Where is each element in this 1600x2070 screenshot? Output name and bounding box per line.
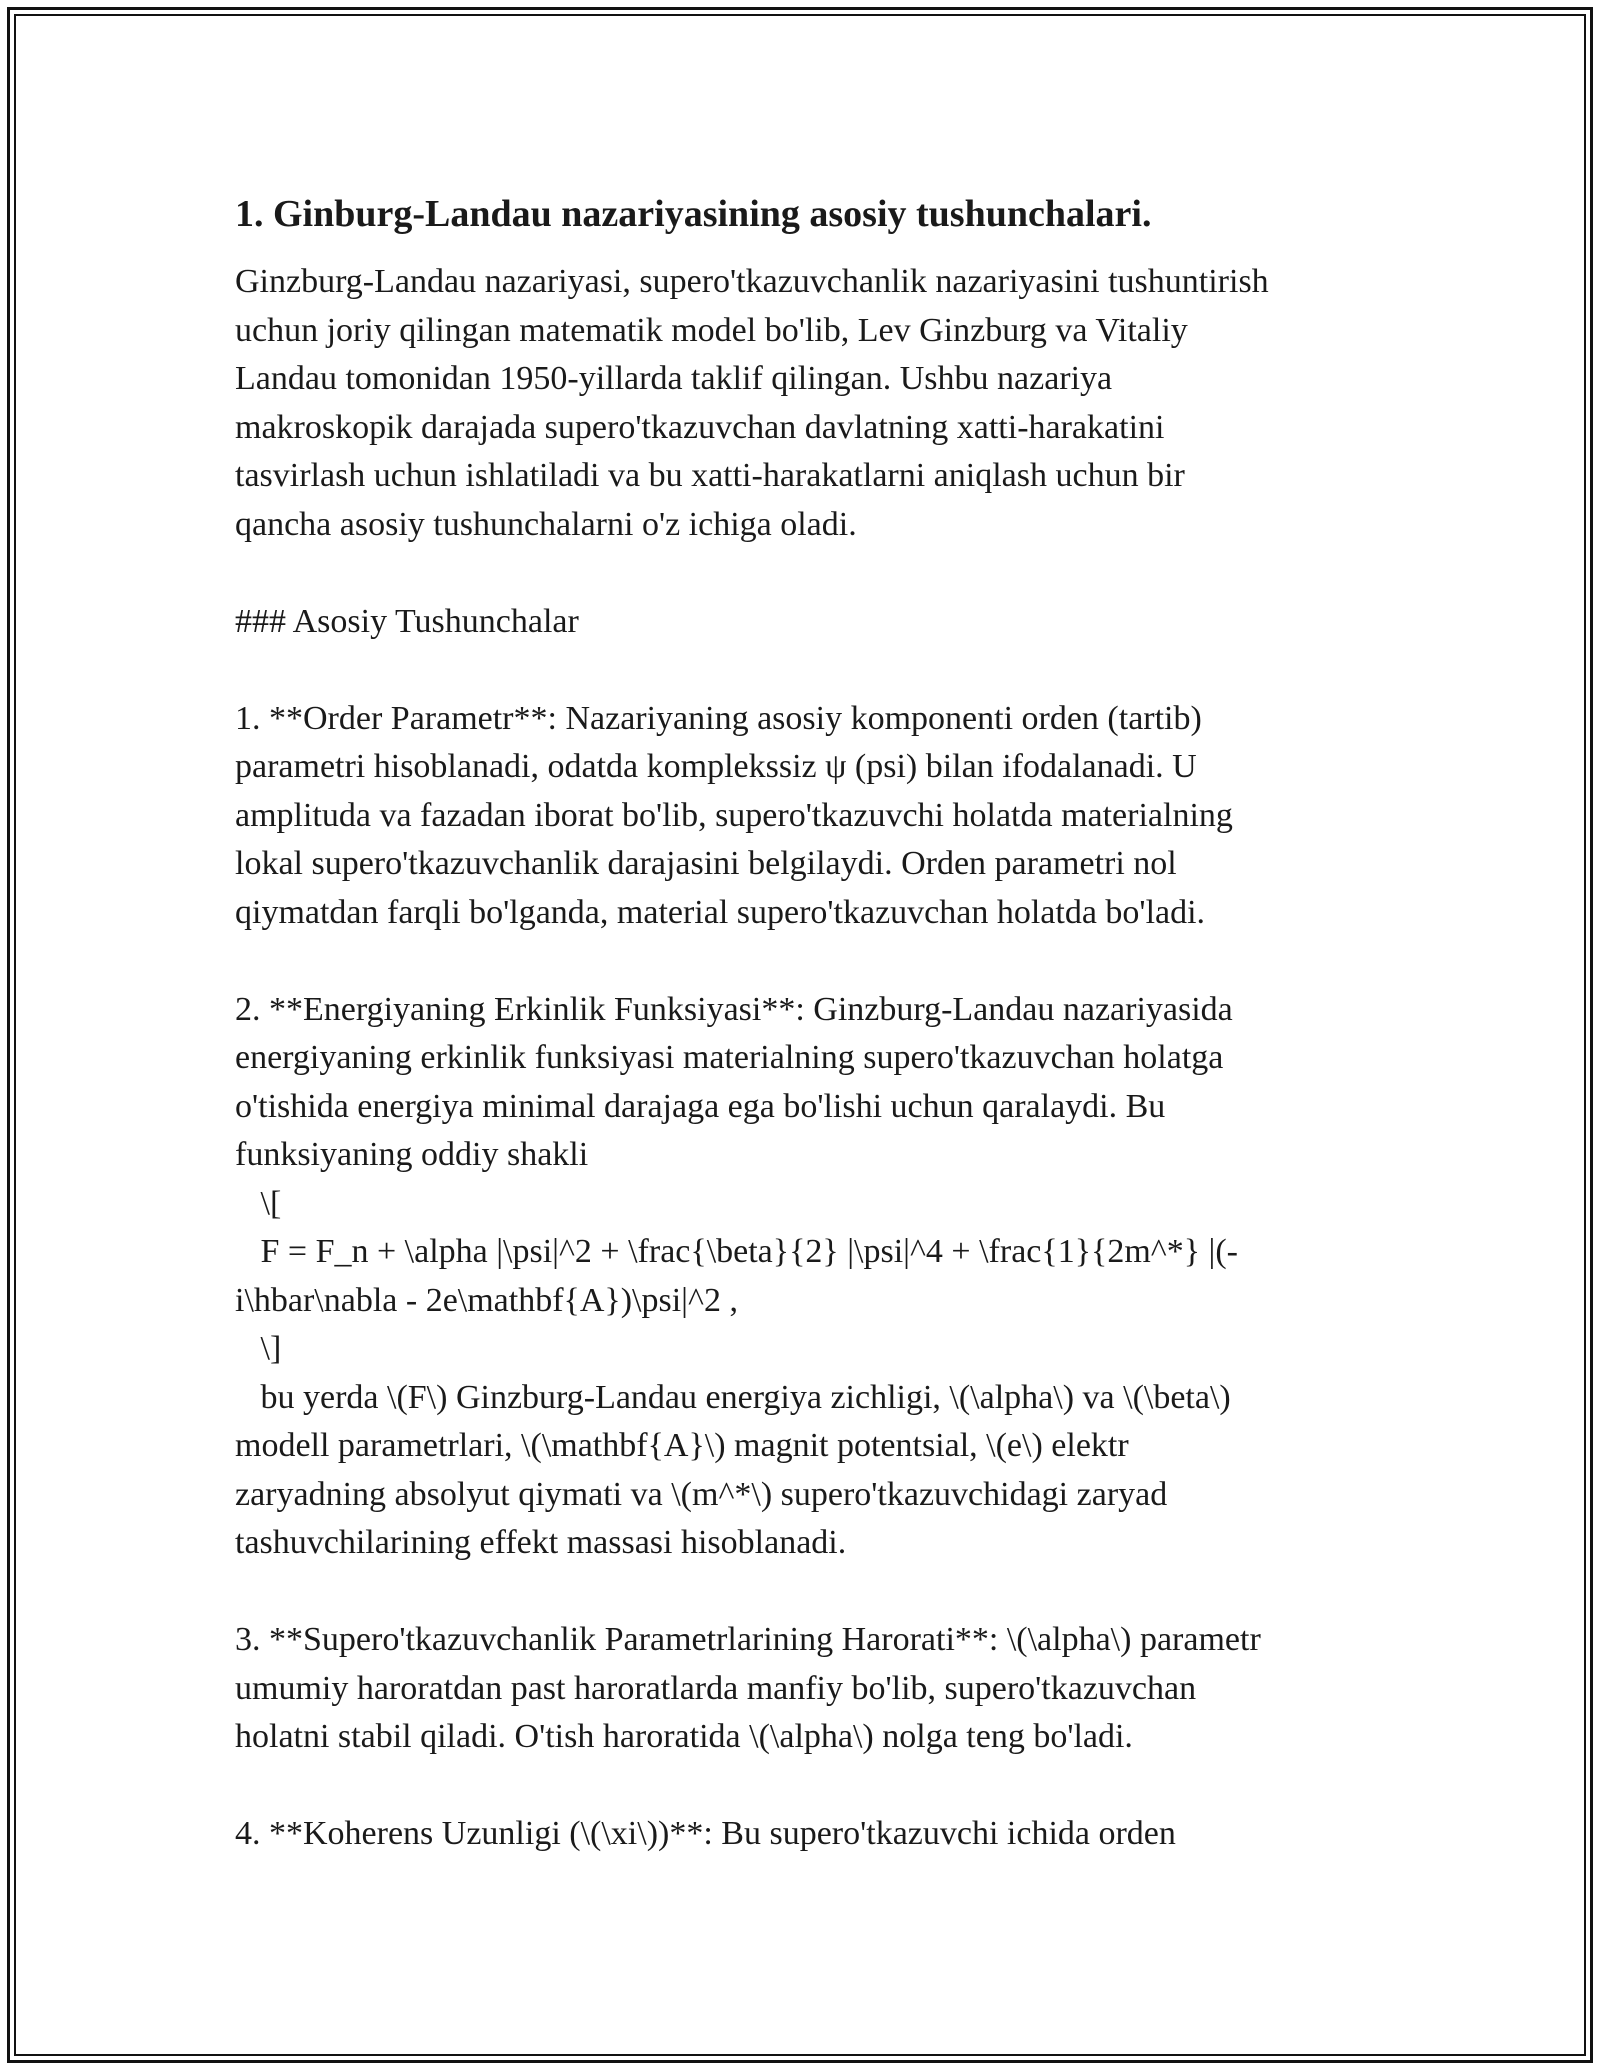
- section-subheading: ### Asosiy Tushunchalar: [235, 602, 579, 640]
- document-heading: 1. Ginburg-Landau nazariyasining asosiy tushunchalari.: [235, 193, 1152, 235]
- document-page: [235, 190, 1365, 1859]
- blank-line: [235, 1762, 1365, 1811]
- list-item-coherence-length: 4. **Koherens Uzunligi (\(\xi\))**: Bu supero'tkazuvchi ichida orden: [235, 1815, 1176, 1852]
- blank-line: [235, 646, 1365, 695]
- blank-line: [235, 937, 1365, 986]
- list-item-temperature: 3. **Supero'tkazuvchanlik Parametrlarining Harorati**: \(\alpha\) parametr umumiy haroratdan past haroratlarda manfiy bo'lib, supero'tkazuvchan holatni stabil qiladi. O'tish haroratida \(\alpha\) nolga teng bo'ladi.: [235, 1621, 1261, 1755]
- list-item-free-energy: 2. **Energiyaning Erkinlik Funksiyasi**: Ginzburg-Landau nazariyasida energiyaning erkinlik funksiyasi materialning supero'tkazuvchan holatga o'tishida energiya minimal darajaga ega bo'lishi uchun qaralaydi. Bu funksiyaning oddiy shakli \[ F = F_n + \alpha |\psi|^2 + \frac{\beta}{2} |\psi|^4 + \frac{1}{2m^*} |(- i\hbar\nabla - 2e\mathbf{A})\psi|^2 , \] bu yerda \(F\) Ginzburg-Landau energiya zichligi, \(\alpha\) va \(\beta\) modell parametrlari, \(\mathbf{A}\) magnit potentsial, \(e\) elektr zaryadning absolyut qiymati va \(m^*\) supero'tkazuvchidagi zaryad tashuvchilarining effekt massasi hisoblanadi.: [235, 990, 1238, 1561]
- blank-line: [235, 549, 1365, 598]
- blank-line: [235, 1568, 1365, 1617]
- list-item-order-parameter: 1. **Order Parametr**: Nazariyaning asosiy komponenti orden (tartib) parametri hisoblanadi, odatda komplekssiz ψ (psi) bilan ifodalanadi. U amplituda va fazadan iborat bo'lib, supero'tkazuvchi holatda materialning lokal supero'tkazuvchanlik darajasini belgilaydi. Orden parametri nol qiymatdan farqli bo'lganda, material supero'tkazuvchan holatda bo'ladi.: [235, 699, 1233, 931]
- intro-paragraph: Ginzburg-Landau nazariyasi, supero'tkazuvchanlik nazariyasini tushuntirish uchun joriy qilingan matematik model bo'lib, Lev Ginzburg va Vitaliy Landau tomonidan 1950-yillarda taklif qilingan. Ushbu nazariya makroskopik darajada supero'tkazuvchan davlatning xatti-harakatini tasvirlash uchun ishlatiladi va bu xatti-harakatlarni aniqlash uchun bir qancha asosiy tushunchalarni o'z ichiga oladi.: [235, 263, 1269, 543]
